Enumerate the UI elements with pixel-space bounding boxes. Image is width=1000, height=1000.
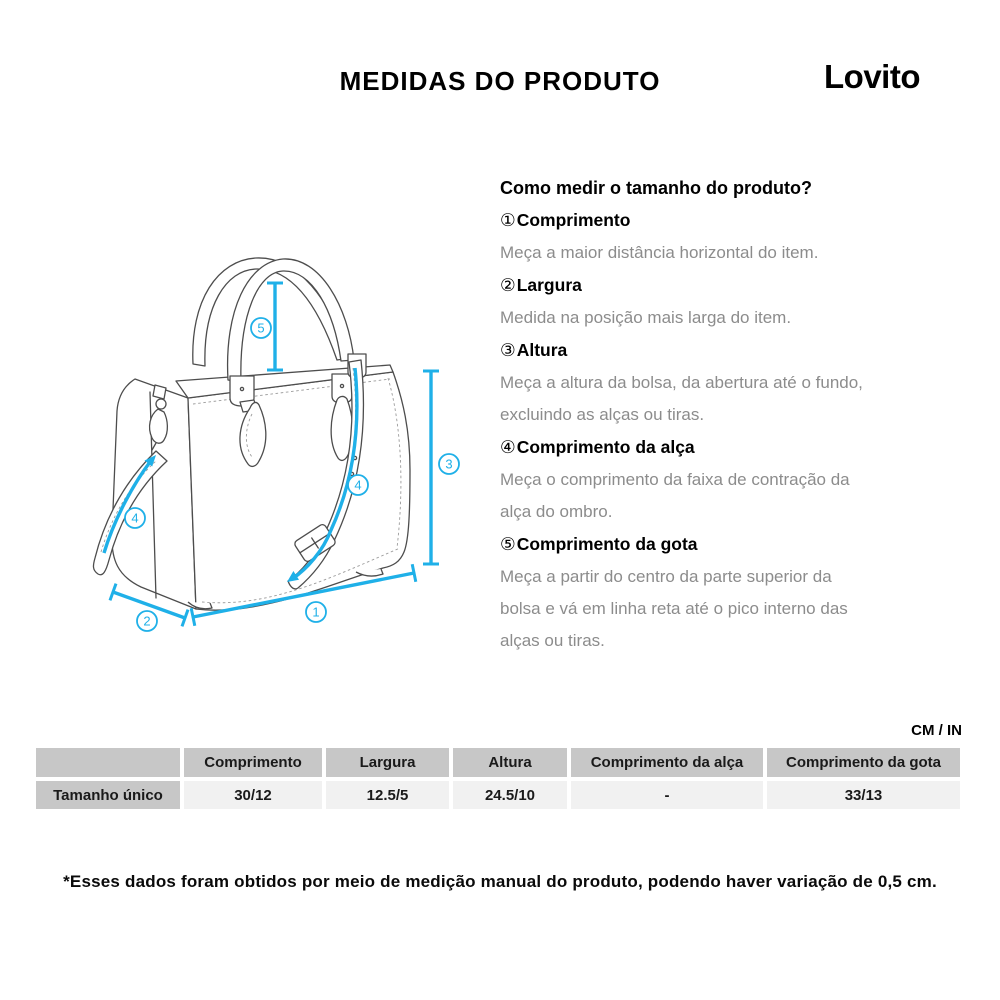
- instruction-desc: Meça o comprimento da faixa de contração da: [500, 470, 850, 489]
- brand-logo: Lovito: [824, 58, 920, 95]
- svg-text:4: 4: [131, 510, 139, 526]
- page-title: MEDIDAS DO PRODUTO: [339, 66, 661, 96]
- size-table: [32, 744, 964, 813]
- instruction-desc: alças ou tiras.: [500, 631, 605, 650]
- marker-circle-5: [251, 318, 271, 338]
- svg-text:5: 5: [257, 320, 265, 336]
- instructions-heading: Como medir o tamanho do produto?: [500, 178, 812, 198]
- instruction-desc: excluindo as alças ou tiras.: [500, 405, 705, 424]
- marker-circle-4-left: [125, 508, 145, 528]
- header-comprimento-gota: Comprimento da gota: [767, 748, 960, 777]
- header-comprimento-alca: Comprimento da alça: [571, 748, 763, 777]
- instruction-label-largura: ②Largura: [500, 275, 582, 296]
- instruction-label-altura: ③Altura: [500, 340, 568, 361]
- svg-text:2: 2: [143, 613, 151, 629]
- strap-clasp-tab: [153, 385, 166, 399]
- circled-number-1: ①: [500, 211, 516, 231]
- header-altura: Altura: [453, 748, 567, 777]
- marker-circle-2: [137, 611, 157, 631]
- value-comprimento: 30/12: [184, 781, 322, 809]
- product-diagram: [60, 240, 480, 660]
- instruction-desc: Medida na posição mais larga do item.: [500, 308, 792, 327]
- instruction-label-comprimento-alca: ④Comprimento da alça: [500, 437, 695, 458]
- value-altura: 24.5/10: [453, 781, 567, 809]
- svg-text:3: 3: [445, 456, 453, 472]
- value-comprimento-alca: -: [571, 781, 763, 809]
- svg-text:4: 4: [354, 477, 362, 493]
- header-empty: [36, 748, 180, 777]
- marker-circle-4-right: [348, 475, 368, 495]
- header-largura: Largura: [326, 748, 449, 777]
- circled-number-4: ④: [500, 438, 516, 458]
- size-table-header-row: [36, 748, 960, 777]
- circled-number-3: ③: [500, 341, 516, 361]
- instruction-desc: alça do ombro.: [500, 502, 613, 521]
- measure-instructions: [500, 172, 945, 657]
- circled-number-5: ⑤: [500, 535, 516, 555]
- instruction-label-comprimento-gota: ⑤Comprimento da gota: [500, 534, 698, 555]
- instruction-desc: bolsa e vá em linha reta até o pico interno das: [500, 599, 848, 618]
- unit-label: CM / IN: [911, 722, 962, 739]
- value-largura: 12.5/5: [326, 781, 449, 809]
- size-table-data-row: [36, 781, 960, 809]
- marker-circle-3: [439, 454, 459, 474]
- svg-text:1: 1: [312, 604, 320, 620]
- instruction-desc: Meça a partir do centro da parte superior da: [500, 567, 832, 586]
- circled-number-2: ②: [500, 276, 516, 296]
- measure-height-3: [423, 371, 439, 564]
- instruction-desc: Meça a altura da bolsa, da abertura até o fundo,: [500, 373, 863, 392]
- header-comprimento: Comprimento: [184, 748, 322, 777]
- marker-circle-1: [306, 602, 326, 622]
- instruction-label-comprimento: ①Comprimento: [500, 210, 631, 231]
- instruction-desc: Meça a maior distância horizontal do item.: [500, 243, 819, 262]
- row-label-tamanho-unico: Tamanho único: [36, 781, 180, 809]
- value-comprimento-gota: 33/13: [767, 781, 960, 809]
- measurement-disclaimer: *Esses dados foram obtidos por meio de medição manual do produto, podendo haver variação de 0,5 cm.: [63, 872, 937, 891]
